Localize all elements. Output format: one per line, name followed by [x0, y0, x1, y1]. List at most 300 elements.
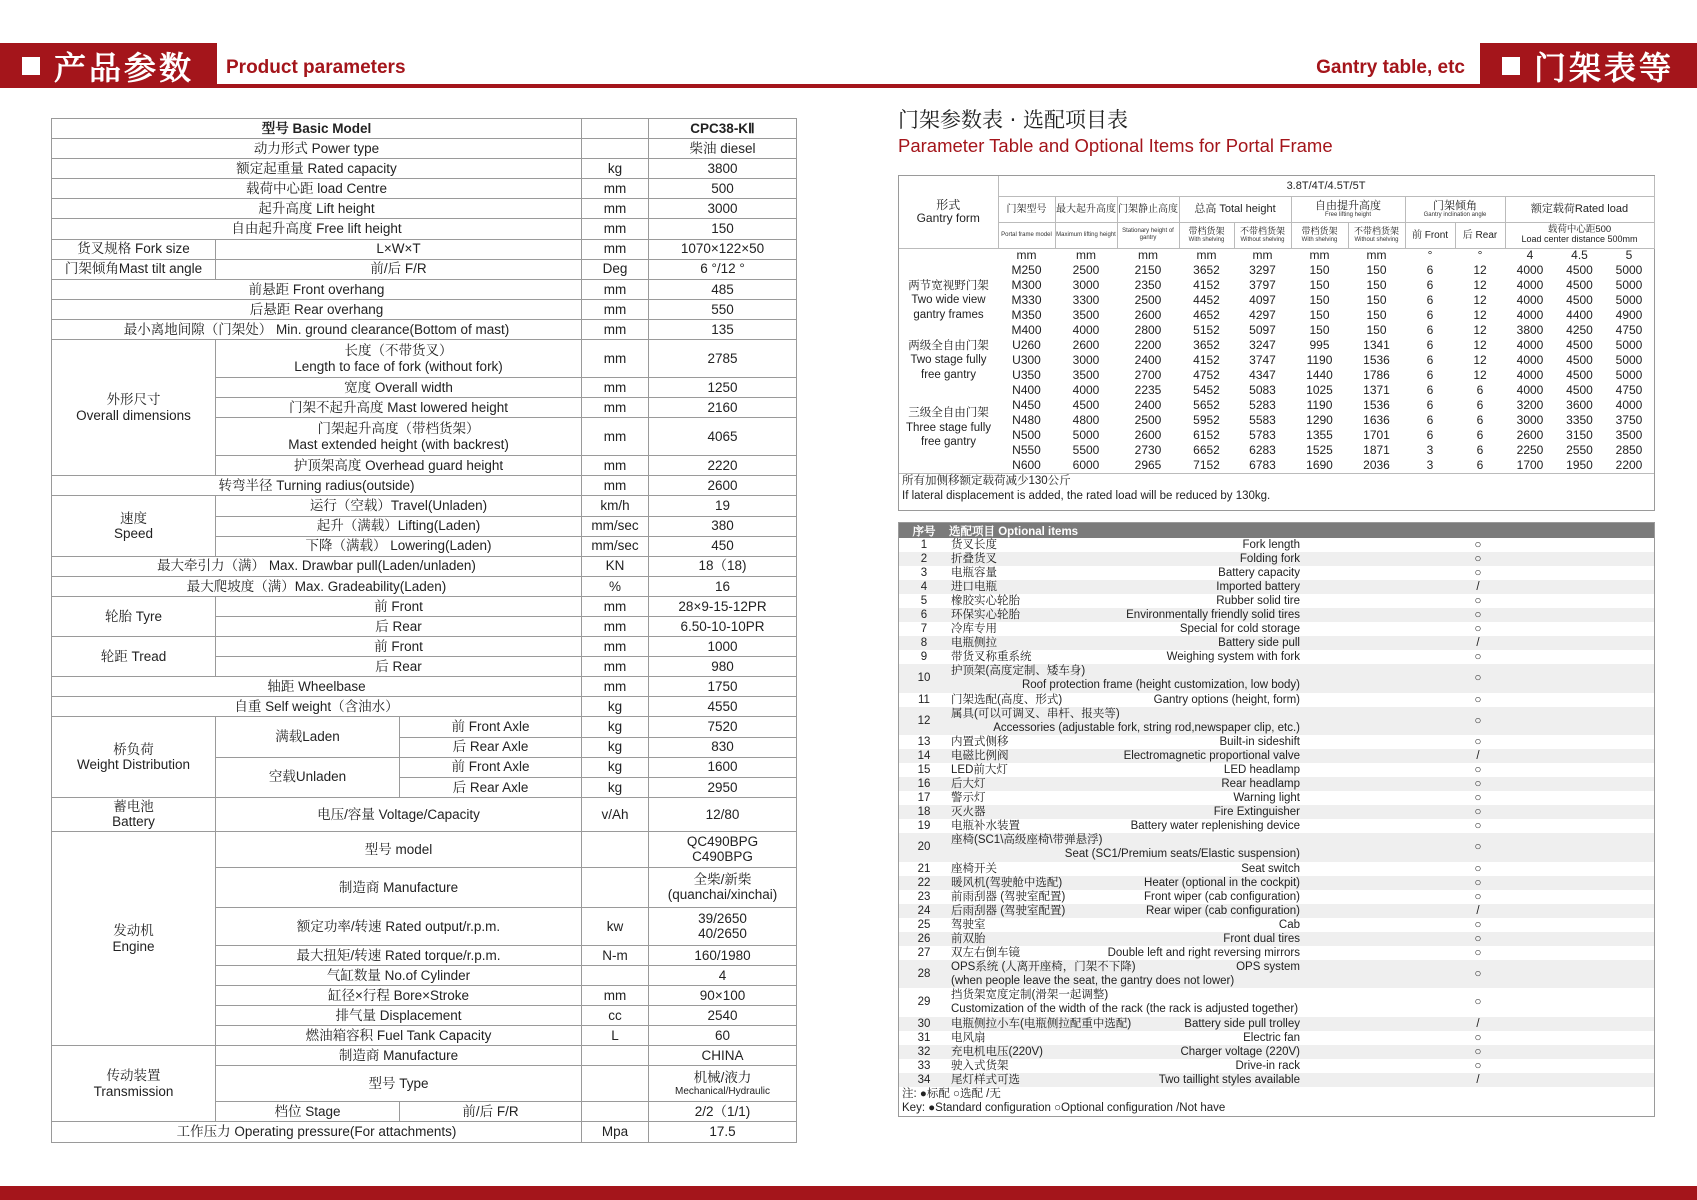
gantry-model: N400 — [1012, 382, 1041, 397]
option-cn: 折叠货叉 — [951, 553, 997, 565]
option-desc-line — [951, 1031, 1300, 1045]
spec-value: 1750 — [649, 677, 797, 697]
option-en: Cab — [1278, 918, 1300, 931]
gantry-value: 1786 — [1363, 367, 1390, 382]
spec-row — [52, 340, 797, 378]
gantry-value: 5000 — [1615, 352, 1643, 367]
option-cn: 电瓶侧拉 — [951, 637, 997, 649]
spec-unit: v/Ah — [582, 797, 649, 831]
option-number: 11 — [918, 693, 930, 706]
option-number: 4 — [899, 580, 949, 594]
option-number: 27 — [917, 946, 931, 959]
trans-type-cn: 机械/液力 — [693, 1069, 752, 1085]
gantry-value: 4752 — [1193, 367, 1220, 382]
gantry-value: 4000 — [1072, 382, 1100, 397]
option-desc-line — [951, 693, 1300, 707]
option-desc — [949, 833, 1302, 862]
header-rule — [0, 84, 1697, 88]
spec-cell: 门架倾角Mast tilt angle — [52, 259, 216, 279]
gantry-value: 6 — [1426, 382, 1434, 397]
option-number: 20 — [899, 833, 949, 862]
gantry-value: 150 — [1309, 292, 1330, 307]
gantry-value: 6 — [1426, 277, 1434, 292]
option-cn: 带货叉称重系统 — [951, 651, 1032, 663]
option-en: Gantry options (height, form) — [1153, 693, 1300, 706]
option-cn: 暖风机(驾驶舱中选配) — [951, 876, 1063, 889]
spec-value: 150 — [649, 219, 797, 239]
option-cn: 座椅开关 — [951, 862, 997, 875]
gantry-value: 2600 — [1134, 427, 1162, 442]
option-en: Battery side pull — [1218, 637, 1300, 649]
spec-unit: mm — [582, 986, 649, 1006]
spec-cell: 最大爬坡度（满）Max. Gradeability(Laden) — [52, 576, 582, 596]
option-mark: ○ — [1474, 1059, 1482, 1072]
spec-value: 3000 — [649, 199, 797, 219]
gantry-value: 6652 — [1193, 442, 1220, 457]
option-row — [899, 580, 1654, 594]
spec-unit — [582, 965, 649, 985]
option-desc-line — [951, 594, 1300, 608]
header-sub-en-text: Maximum lifting height — [1056, 231, 1116, 238]
gantry-value: 5000 — [1615, 262, 1643, 277]
unit-cell: mm — [1309, 248, 1330, 263]
option-row — [899, 650, 1654, 664]
option-row — [899, 932, 1654, 946]
gantry-value: 2550 — [1566, 442, 1593, 457]
gantry-value: 6 — [1426, 292, 1434, 307]
option-mark: ○ — [1474, 623, 1482, 635]
option-number: 29 — [917, 996, 931, 1009]
option-en: Rear wiper (cab configuration) — [1145, 904, 1300, 917]
spec-cell: 前/后 F/R — [216, 259, 582, 279]
option-row — [899, 1059, 1654, 1073]
option-row — [899, 749, 1654, 763]
trans-type-en: Mechanical/Hydraulic — [674, 1085, 771, 1097]
spec-row — [52, 159, 797, 179]
gantry-row — [899, 308, 1654, 323]
option-mark: ○ — [1302, 876, 1654, 890]
gantry-value: 2730 — [1134, 442, 1162, 457]
gantry-value: 1190 — [1306, 352, 1333, 367]
options-table — [899, 538, 1654, 1087]
gantry-value: 2400 — [1134, 352, 1162, 367]
gantry-value: 2800 — [1134, 322, 1162, 337]
spec-value: 全柴/新柴 (quanchai/xinchai) — [649, 867, 797, 907]
gantry-value: 5000 — [1615, 277, 1643, 292]
gantry-value: 5652 — [1193, 397, 1220, 412]
spec-row — [52, 1122, 797, 1142]
option-en: Warning light — [1233, 792, 1300, 804]
option-desc — [949, 664, 1302, 693]
spec-cell: 载荷中心距 load Centre — [52, 179, 582, 199]
spec-cell: 护顶架高度 Overhead guard height — [216, 456, 582, 476]
spec-table-container — [51, 118, 796, 1143]
option-desc-line — [951, 552, 1300, 566]
gantry-value: 3 — [1426, 457, 1434, 472]
gantry-value: 6783 — [1249, 457, 1276, 472]
spec-value: 1070×122×50 — [649, 239, 797, 259]
option-mark: ○ — [1474, 862, 1482, 875]
spec-cell: 前悬距 Front overhang — [52, 279, 582, 299]
header-free-with-cn: 带档货架 — [1301, 225, 1338, 236]
option-mark: ○ — [1302, 833, 1654, 862]
gantry-value: 4250 — [1566, 322, 1593, 337]
option-desc — [949, 876, 1302, 890]
gantry-value: 12 — [1473, 262, 1487, 277]
option-mark: / — [1302, 749, 1654, 763]
spec-value: 380 — [649, 516, 797, 536]
gantry-row — [899, 263, 1654, 278]
header-tilt-front-cn: 前 Front — [1411, 229, 1449, 241]
spec-value: 1600 — [649, 757, 797, 777]
option-en: Environmentally friendly solid tires — [1126, 609, 1300, 621]
spec-unit: mm — [582, 199, 649, 219]
gantry-value: 4500 — [1566, 382, 1593, 397]
gantry-value: 3000 — [1072, 277, 1100, 292]
spec-cell: 燃油箱容积 Fuel Tank Capacity — [216, 1026, 582, 1046]
option-number: 14 — [899, 749, 949, 763]
gantry-value: 12 — [1473, 292, 1487, 307]
gantry-value: 5952 — [1193, 412, 1220, 427]
gantry-model: U260 — [1012, 337, 1041, 352]
gantry-value: 3247 — [1249, 337, 1276, 352]
gantry-group-label: 三级全自由门架 Three stage fully free gantry — [905, 407, 991, 449]
option-number: 34 — [899, 1073, 949, 1087]
gantry-value: 150 — [1366, 262, 1387, 277]
option-en: Weighing system with fork — [1166, 651, 1300, 663]
option-desc-line — [951, 819, 1300, 833]
gantry-value: 3000 — [1516, 412, 1544, 427]
spec-unit: KN — [582, 556, 649, 576]
spec-cell: 档位 Stage — [216, 1102, 400, 1122]
option-desc-line — [951, 791, 1300, 805]
gantry-value: 1690 — [1306, 457, 1333, 472]
spec-value: 2/2（1/1) — [649, 1102, 797, 1122]
gantry-value: 5000 — [1615, 292, 1643, 307]
option-mark: ○ — [1302, 805, 1654, 819]
spec-unit: kg — [582, 697, 649, 717]
header-static-cn: 门架静止高度 — [1118, 203, 1178, 215]
spec-cell: 轴距 Wheelbase — [52, 677, 582, 697]
spec-cell: 后 Rear Axle — [400, 777, 582, 797]
options-key-cn: 注: ●标配 ○选配 /无 — [902, 1087, 1001, 1100]
spec-value: 12/80 — [649, 797, 797, 831]
option-desc — [949, 946, 1302, 960]
option-cn: 环保实心轮胎 — [951, 609, 1020, 621]
spec-cell: 排气量 Displacement — [216, 1006, 582, 1026]
gantry-value: 3300 — [1072, 292, 1100, 307]
option-cn: 电磁比例阀 — [951, 750, 1009, 762]
gantry-value: 12 — [1473, 322, 1487, 337]
gantry-value: 4000 — [1516, 382, 1544, 397]
spec-cell: 前 Front — [216, 637, 582, 657]
gantry-value: 6 — [1426, 427, 1434, 442]
gantry-value: 2500 — [1134, 412, 1162, 427]
option-row — [899, 608, 1654, 622]
option-cn: 冷库专用 — [951, 623, 997, 635]
option-cn: 座椅(SC1\高级座椅\带弹悬浮) — [951, 834, 1103, 847]
gantry-value: 5500 — [1072, 442, 1100, 457]
gantry-value: 4000 — [1615, 397, 1643, 412]
gantry-row — [899, 413, 1654, 428]
gantry-value: 5000 — [1615, 367, 1643, 382]
option-mark: ○ — [1302, 777, 1654, 791]
gantry-row — [899, 293, 1654, 308]
option-desc — [949, 636, 1302, 650]
header-free-without — [1348, 222, 1405, 248]
option-number: 25 — [917, 918, 931, 931]
option-desc-line — [951, 735, 1300, 749]
option-en: Roof protection frame (height customization, low body) — [1021, 679, 1300, 692]
gantry-value: 4652 — [1193, 307, 1220, 322]
option-row — [899, 946, 1654, 960]
gantry-value: 5283 — [1249, 397, 1276, 412]
option-row — [899, 1031, 1654, 1045]
gantry-value: 4000 — [1516, 337, 1544, 352]
unit-cell: mm — [1138, 248, 1158, 263]
header-free-cn: 自由提升高度 — [1315, 199, 1381, 212]
option-number: 22 — [899, 876, 949, 890]
spec-cell: 下降（满载） Lowering(Laden) — [216, 536, 582, 556]
spec-value: 2785 — [649, 340, 797, 378]
options-header — [899, 523, 1654, 538]
option-desc-line — [951, 538, 1300, 552]
spec-cell: 后 Rear — [216, 616, 582, 636]
gantry-value: 2200 — [1615, 457, 1643, 472]
header-sub-en-text: Stationary height of gantry — [1122, 228, 1174, 241]
spec-unit: mm — [582, 657, 649, 677]
option-mark: ○ — [1474, 736, 1482, 748]
gantry-row — [899, 458, 1654, 473]
option-cn: 前雨刮器 (驾驶室配置) — [951, 890, 1066, 903]
spec-cell: 自重 Self weight（含油水） — [52, 697, 582, 717]
gantry-row — [899, 248, 1654, 263]
option-en: OPS system — [1236, 960, 1300, 973]
header-tilt-en: Gantry inclination angle — [1423, 211, 1487, 218]
option-mark: ○ — [1474, 764, 1482, 776]
option-number: 23 — [917, 890, 931, 903]
option-desc — [949, 1017, 1302, 1031]
option-en: Two taillight styles available — [1158, 1073, 1300, 1086]
group-label: 桥负荷 Weight Distribution — [52, 717, 216, 797]
option-number: 31 — [917, 1031, 931, 1044]
option-row — [899, 1073, 1654, 1087]
option-en: Battery water replenishing device — [1130, 820, 1300, 832]
spec-cell: 后 Rear Axle — [400, 737, 582, 757]
spec-cell: 气缸数量 No.of Cylinder — [216, 965, 582, 985]
option-cn: 电瓶侧拉小车(电瓶侧拉配重中选配) — [951, 1017, 1132, 1030]
option-number: 10 — [899, 664, 949, 693]
spec-value: 160/1980 — [649, 945, 797, 965]
gantry-value: 150 — [1309, 307, 1330, 322]
units-blank — [899, 248, 998, 263]
gantry-model: N550 — [1012, 442, 1041, 457]
option-row — [899, 622, 1654, 636]
gantry-value: 6 — [1476, 412, 1484, 427]
option-desc — [949, 594, 1302, 608]
gantry-value: 4000 — [1516, 277, 1544, 292]
option-en: Electric fan — [1243, 1031, 1300, 1044]
gantry-value: 6 — [1476, 457, 1484, 472]
gantry-value: 6283 — [1249, 442, 1276, 457]
spec-row — [52, 1046, 797, 1066]
option-row — [899, 636, 1654, 650]
spec-unit: mm — [582, 398, 649, 418]
spec-value: QC490BPG C490BPG — [649, 831, 797, 867]
spec-row — [52, 476, 797, 496]
spec-unit: kw — [582, 907, 649, 945]
option-number: 1 — [920, 539, 928, 551]
group-label: 传动装置 Transmission — [52, 1046, 216, 1122]
option-desc — [949, 1045, 1302, 1059]
gantry-table — [899, 176, 1655, 473]
gantry-value: 6 — [1476, 382, 1484, 397]
option-mark: / — [1302, 580, 1654, 594]
gantry-value: 3150 — [1566, 427, 1593, 442]
spec-row — [52, 199, 797, 219]
gantry-group-label: 两级全自由门架 Two stage fully free gantry — [908, 339, 989, 381]
spec-row — [52, 139, 797, 159]
spec-unit: mm — [582, 179, 649, 199]
gantry-model: M250 — [1011, 262, 1042, 277]
header-total-with-cn: 带档货架 — [1188, 225, 1225, 236]
gantry-value: 5097 — [1249, 322, 1276, 337]
gantry-row — [899, 323, 1654, 338]
option-desc-line — [951, 876, 1300, 890]
spec-title: 型号 Basic Model — [52, 119, 582, 139]
spec-cell: 转弯半径 Turning radius(outside) — [52, 476, 582, 496]
option-row — [899, 763, 1654, 777]
gantry-value: 3200 — [1516, 397, 1544, 412]
gantry-value: 6 — [1426, 397, 1434, 412]
option-cn: OPS系统 (人离开座椅，门架不下降) — [951, 960, 1136, 973]
spec-value: 135 — [649, 319, 797, 339]
option-mark: / — [1302, 636, 1654, 650]
header-free-en: Free lifting height — [1324, 211, 1372, 218]
gantry-value: 150 — [1309, 277, 1330, 292]
gantry-value: 1536 — [1363, 397, 1390, 412]
option-mark: ○ — [1474, 567, 1482, 579]
gantry-value: 6 — [1426, 412, 1434, 427]
option-number: 3 — [920, 567, 928, 579]
spec-cell: 最大牵引力（满） Max. Drawbar pull(Laden/unladen) — [52, 556, 582, 576]
gantry-row — [899, 428, 1654, 443]
spec-cell: 后 Rear — [216, 657, 582, 677]
spec-unit: kg — [582, 777, 649, 797]
spec-value: 19 — [649, 496, 797, 516]
option-mark: ○ — [1474, 890, 1482, 903]
gantry-model: M350 — [1011, 307, 1042, 322]
option-number: 8 — [899, 636, 949, 650]
gantry-value: 4500 — [1566, 262, 1593, 277]
spec-cell: 缸径×行程 Bore×Stroke — [216, 986, 582, 1006]
option-desc-line — [951, 946, 1300, 960]
gantry-value: 4152 — [1193, 352, 1220, 367]
spec-unit — [582, 831, 649, 867]
spec-row — [52, 677, 797, 697]
gantry-value: 1700 — [1516, 457, 1544, 472]
spec-unit: mm — [582, 456, 649, 476]
spec-row — [52, 831, 797, 867]
spec-value: 4 — [649, 965, 797, 985]
spec-unit: mm — [582, 239, 649, 259]
option-mark: ○ — [1474, 996, 1482, 1009]
header-load-cn: 额定载荷Rated load — [1530, 202, 1629, 215]
spec-unit: km/h — [582, 496, 649, 516]
option-en: Front dual tires — [1223, 932, 1300, 945]
spec-unit: cc — [582, 1006, 649, 1026]
gantry-model: M400 — [1011, 322, 1042, 337]
option-en: Rear headlamp — [1221, 778, 1300, 790]
option-desc — [949, 693, 1302, 707]
option-mark: ○ — [1474, 539, 1482, 551]
spec-value: 450 — [649, 536, 797, 556]
option-desc — [949, 552, 1302, 566]
option-mark: ○ — [1474, 918, 1482, 931]
gantry-value: 3000 — [1072, 352, 1100, 367]
header-load-sub-en: Load center distance 500mm — [1521, 234, 1638, 245]
spec-cell — [582, 119, 649, 139]
spec-unit: % — [582, 576, 649, 596]
spec-unit: mm — [582, 418, 649, 456]
spec-cell: 货叉规格 Fork size — [52, 239, 216, 259]
option-row — [899, 693, 1654, 707]
spec-unit: mm — [582, 299, 649, 319]
spec-cell: 前/后 F/R — [400, 1102, 582, 1122]
gantry-value: 4750 — [1615, 322, 1643, 337]
option-mark: ○ — [1302, 552, 1654, 566]
spec-row — [52, 239, 797, 259]
spec-unit: Deg — [582, 259, 649, 279]
option-mark: ○ — [1474, 651, 1482, 663]
gantry-row — [899, 338, 1654, 353]
gantry-model: M330 — [1011, 292, 1042, 307]
gantry-value: 1636 — [1363, 412, 1390, 427]
gantry-row — [899, 176, 1654, 196]
option-mark: ○ — [1474, 792, 1482, 804]
spec-unit: L — [582, 1026, 649, 1046]
option-row — [899, 777, 1654, 791]
gantry-model: N600 — [1012, 457, 1041, 472]
spec-unit: kg — [582, 737, 649, 757]
gantry-row — [899, 222, 1654, 248]
option-en: Battery capacity — [1218, 567, 1300, 579]
header-type-cn: 门架型号 — [1006, 203, 1047, 215]
gantry-value: 4500 — [1566, 337, 1593, 352]
option-desc-line — [951, 918, 1300, 932]
spec-row — [52, 219, 797, 239]
gantry-value: 995 — [1309, 337, 1330, 352]
gantry-form-label: 形式 Gantry form — [899, 176, 998, 248]
spec-unit: mm/sec — [582, 516, 649, 536]
spec-row — [52, 556, 797, 576]
spec-unit: kg — [582, 757, 649, 777]
option-mark: ○ — [1474, 820, 1482, 832]
gantry-value: 4097 — [1249, 292, 1276, 307]
gantry-value: 1341 — [1363, 337, 1390, 352]
spec-cell: 最小离地间隙（门架处） Min. ground clearance(Bottom of mast) — [52, 319, 582, 339]
option-number: 15 — [917, 764, 931, 776]
option-desc-line — [951, 566, 1300, 580]
spec-value: 28×9-15-12PR — [649, 596, 797, 616]
option-en: Customization of the width of the rack (the rack is adjusted together) — [951, 1003, 1299, 1016]
gantry-value: 3797 — [1249, 277, 1276, 292]
header-total-without-cn: 不带档货架 — [1239, 225, 1285, 236]
option-row — [899, 566, 1654, 580]
spec-value: 4065 — [649, 418, 797, 456]
spec-unit: mm — [582, 279, 649, 299]
spec-unit: Mpa — [582, 1122, 649, 1142]
